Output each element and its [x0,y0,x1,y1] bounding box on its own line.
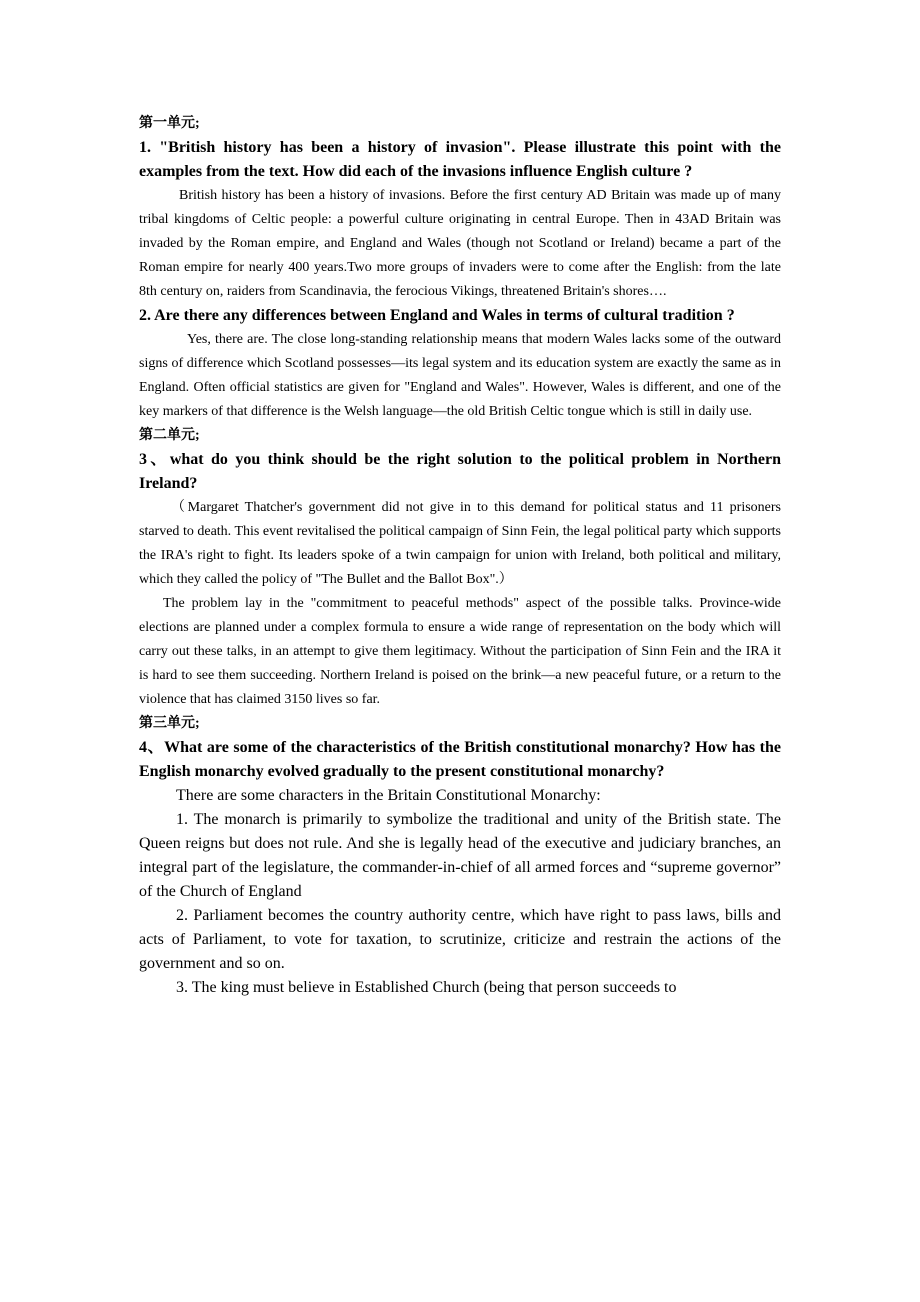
unit-2-heading: 第二单元; [139,428,200,443]
answer-3-paragraph-1: （Margaret Thatcher's government did not give in to this demand for political status and 11 prisoners starved to death. This event revitalised the political campaign of Sinn Fein, the legal political party which supports the IRA's right to fight. Its leaders spoke of a twin campaign for union with Ireland, both political and military, which they called the policy of "The Bullet and the Ballot Box".） [139,500,781,587]
document-page [139,112,781,1000]
question-2: 2. Are there any differences between England and Wales in terms of cultural tradition ? [139,307,735,324]
answer-4-point-2: 2. Parliament becomes the country authority centre, which have right to pass laws, bills and acts of Parliament, to vote for taxation, to scrutinize, criticize and restrain the actions of the government and so on. [139,907,781,972]
answer-3-paragraph-2: The problem lay in the "commitment to peaceful methods" aspect of the possible talks. Province-wide elections are planned under a complex formula to ensure a wide range of representation on the body which will carry out these talks, in an attempt to give them legitimacy. Without the participation of Sinn Fein and the IRA it is hard to see them succeeding. Northern Ireland is poised on the brink—a new peaceful future, or a return to the violence that has claimed 3150 lives so far. [139,596,781,707]
unit-3-heading: 第三单元; [139,716,200,731]
answer-4-point-3: 3. The king must believe in Established Church (being that person succeeds to [176,979,677,996]
answer-2: Yes, there are. The close long-standing relationship means that modern Wales lacks some of the outward signs of difference which Scotland possesses—its legal system and its education system are exactly the same as in England. Often official statistics are given for "England and Wales". However, Wales is different, and one of the key markers of that difference is the Welsh language—the old British Celtic tongue which is still in daily use. [139,332,781,419]
question-3: 3、what do you think should be the right solution to the political problem in Northern Ireland? [139,451,781,492]
answer-1: British history has been a history of invasions. Before the first century AD Britain was made up of many tribal kingdoms of Celtic people: a powerful culture originating in central Europe. Then in 43AD Britain was invaded by the Roman empire, and England and Wales (though not Scotland or Ireland) became a part of the Roman empire for nearly 400 years.Two more groups of invaders were to come after the English: from the late 8th century on, raiders from Scandinavia, the ferocious Vikings, threatened Britain's shores…. [139,188,781,299]
answer-4-intro: There are some characters in the Britain Constitutional Monarchy: [176,787,601,804]
answer-4-point-1: 1. The monarch is primarily to symbolize the traditional and unity of the British state. The Queen reigns but does not rule. And she is legally head of the executive and judiciary branches, an integral part of the legislature, the commander-in-chief of all armed forces and “supreme governor” of the Church of England [139,811,781,900]
question-1: 1. "British history has been a history of invasion". Please illustrate this point with the examples from the text. How did each of the invasions influence English culture ? [139,139,781,180]
unit-1-heading: 第一单元; [139,116,200,131]
question-4: 4、What are some of the characteristics of the British constitutional monarchy? How has the English monarchy evolved gradually to the present constitutional monarchy? [139,739,781,780]
